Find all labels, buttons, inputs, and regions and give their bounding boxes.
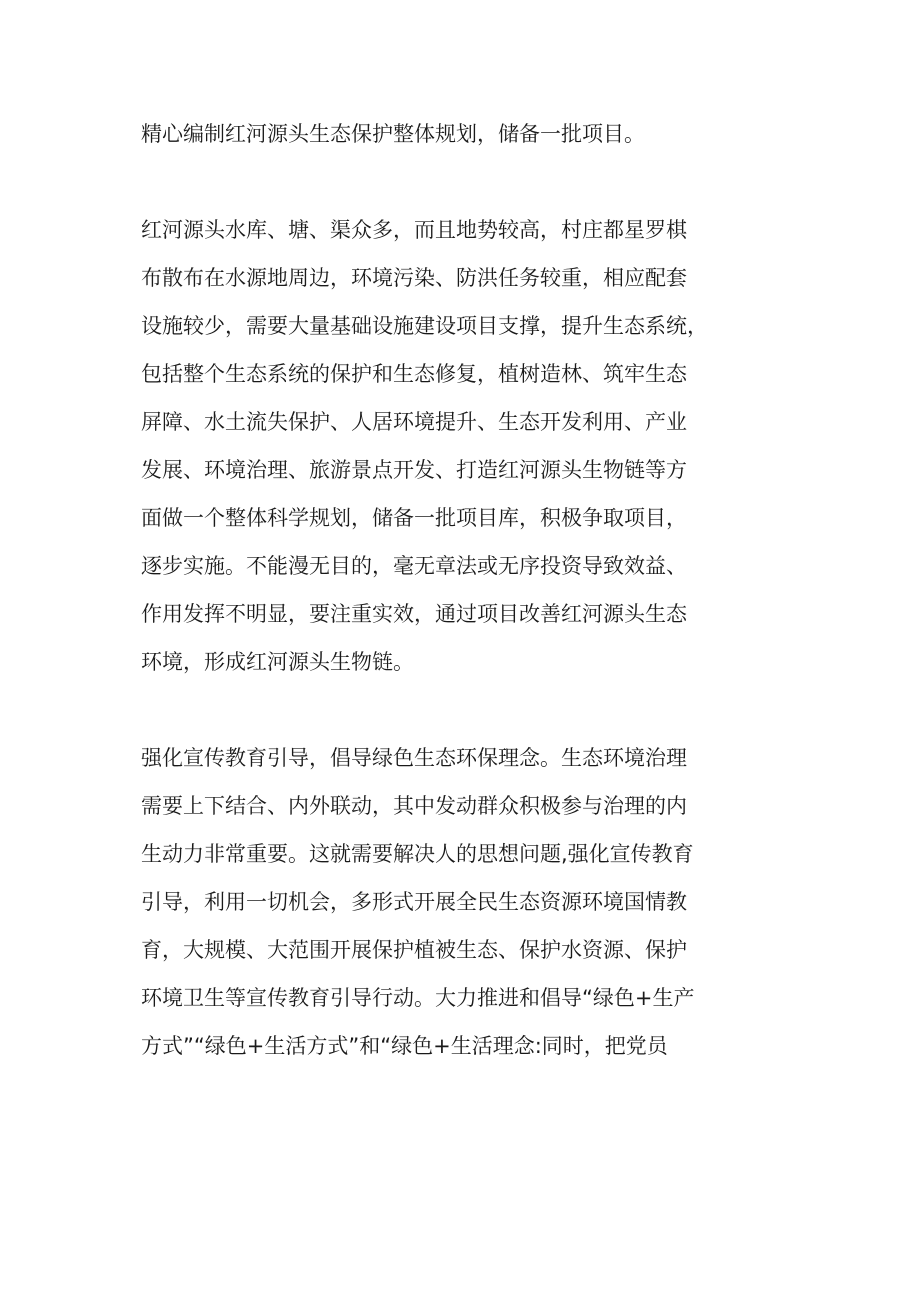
text-line: 精心编制红河源头生态保护整体规划，储备一批项目。 [141, 122, 645, 146]
text-line: 作用发挥不明显，要注重实效，通过项目改善红河源头生态 [141, 602, 687, 626]
text-line: 需要上下结合、内外联动，其中发动群众积极参与治理的内 [141, 794, 687, 818]
text-line: 逐步实施。不能漫无目的，毫无章法或无序投资导致效益、 [141, 554, 687, 578]
text-line: 布散布在水源地周边，环境污染、防洪任务较重，相应配套 [141, 266, 687, 290]
paragraph-plan-heading [141, 110, 645, 158]
text-line: 发展、环境治理、旅游景点开发、打造红河源头生物链等方 [141, 458, 687, 482]
text-line: 生动力非常重要。这就需要解决人的思想问题,强化宣传教育 [141, 842, 694, 866]
text-line: 红河源头水库、塘、渠众多，而且地势较高，村庄都星罗棋 [141, 218, 687, 242]
text-line: 设施较少，需要大量基础设施建设项目支撑，提升生态系统， [141, 314, 708, 338]
text-line: 面做一个整体科学规划，储备一批项目库，积极争取项目， [141, 506, 687, 530]
text-line: 环境，形成红河源头生物链。 [141, 650, 414, 674]
paragraph-publicity-education [141, 734, 694, 1070]
text-line: 引导，利用一切机会，多形式开展全民生态资源环境国情教 [141, 890, 687, 914]
paragraph-project-planning [141, 206, 708, 686]
text-line: 方式”“绿色+生活方式”和“绿色+生活理念:同时，把党员 [141, 1034, 668, 1058]
text-line: 育，大规模、大范围开展保护植被生态、保护水资源、保护 [141, 938, 687, 962]
text-line: 强化宣传教育引导，倡导绿色生态环保理念。生态环境治理 [141, 746, 687, 770]
text-line: 屏障、水土流失保护、人居环境提升、生态开发利用、产业 [141, 410, 687, 434]
text-line: 环境卫生等宣传教育引导行动。大力推进和倡导“绿色+生产 [141, 986, 695, 1010]
text-line: 包括整个生态系统的保护和生态修复，植树造林、筑牢生态 [141, 362, 687, 386]
